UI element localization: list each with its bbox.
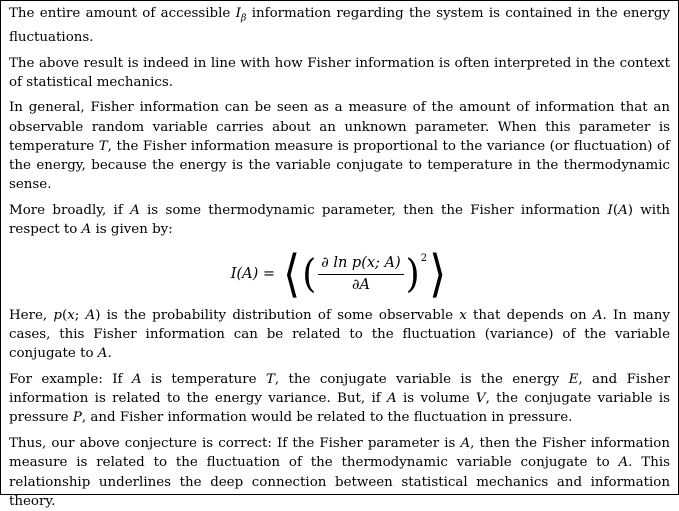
math-symbol: x [67,307,75,323]
text-run: , and Fisher information is related to the energy variance. But, if [9,372,670,407]
math-symbol: x [459,307,467,323]
equation-fraction [318,254,403,295]
equation-exponent: 2 [420,253,428,265]
left-angle-bracket: ⟨ [283,245,301,304]
math-symbol: A [460,436,471,452]
math-symbol: A [81,222,92,238]
paragraphs-before-equation [9,4,670,239]
text-run: In general, Fisher information can be seen as a measure of the amount of information that an observable random variable carries about an unknown parameter. When this parameter is temperature [9,100,670,154]
math-symbol: A [97,346,108,362]
text-run: is temperature [141,372,266,388]
text-run: . This relationship underlines the deep connection between statistical mechanics and information theory. [9,455,670,509]
right-paren: ) [405,251,420,297]
left-paren: ( [302,251,317,297]
math-symbol: β [240,12,247,24]
paragraph-p3 [9,98,670,194]
math-symbol: T [98,138,108,154]
text-run: Thus, our above conjecture is correct: If the Fisher parameter is [9,436,461,452]
paragraph-p2 [9,54,670,92]
equation-denominator: ∂A [351,277,370,294]
text-run: is some thermodynamic parameter, then the Fisher information [139,203,608,218]
math-symbol: A [592,307,603,323]
fisher-information-equation [9,246,670,304]
text-run: ) is the probability distribution of some observable [95,307,460,323]
text-run: ) with respect to [9,203,670,238]
text-run: that depends on [466,307,593,323]
math-symbol: I [235,6,241,21]
text-run: , then the Fisher information measure is related to the fluctuation of the thermodynamic variable conjugate to [9,436,670,471]
text-run: ( [612,203,619,218]
math-symbol: I [607,203,613,218]
paragraph-p7 [9,434,670,511]
text-run: , the Fisher information measure is proportional to the variance (or fluctuation) of the energy, because the energy is the variable conjugate to temperature in the thermodynamic sense. [9,138,670,193]
math-symbol: E [568,372,579,388]
text-run: More broadly, if [9,203,131,218]
right-angle-bracket: ⟩ [429,245,447,304]
math-symbol: A [131,372,142,388]
paragraph-p4 [9,201,670,239]
math-symbol: V [475,391,486,407]
paragraph-p6 [9,370,670,428]
text-run: . [107,346,112,362]
text-run: information regarding the system is contained in the energy fluctuations. [9,6,670,45]
math-symbol: A [130,203,140,218]
text-run: is given by: [91,222,173,238]
text-run: The above result is indeed in line with how Fisher information is often interpreted in the context of statistical mechanics. [9,55,670,90]
paragraph-p1 [9,4,670,47]
text-run: , and Fisher information would be related to the fluctuation in pressure. [81,410,573,426]
text-run: , the conjugate variable is pressure [9,391,670,426]
math-symbol: A [85,307,96,323]
math-symbol: A [387,391,397,407]
math-symbol: A [618,203,628,218]
math-symbol: T [265,372,275,388]
text-run: The entire amount of accessible [9,6,236,21]
text-run: is volume [396,391,476,407]
text-run: For example: If [9,372,132,388]
math-symbol: p [53,307,62,323]
paragraphs-after-equation [9,306,670,511]
equation-lhs: I(A) = [230,266,276,283]
text-run: ; [74,307,86,323]
equation-numerator: ∂ ln p(x; A) [318,254,403,275]
text-run: . In many cases, this Fisher information can be related to the fluctuation (variance) of the variable conjugate to [9,307,670,362]
math-symbol: P [72,410,82,426]
text-run: ( [61,307,68,323]
math-symbol: A [618,455,629,471]
paragraph-p5 [9,306,670,364]
text-run: Here, [9,307,54,323]
text-run: , the conjugate variable is the energy [274,372,569,388]
